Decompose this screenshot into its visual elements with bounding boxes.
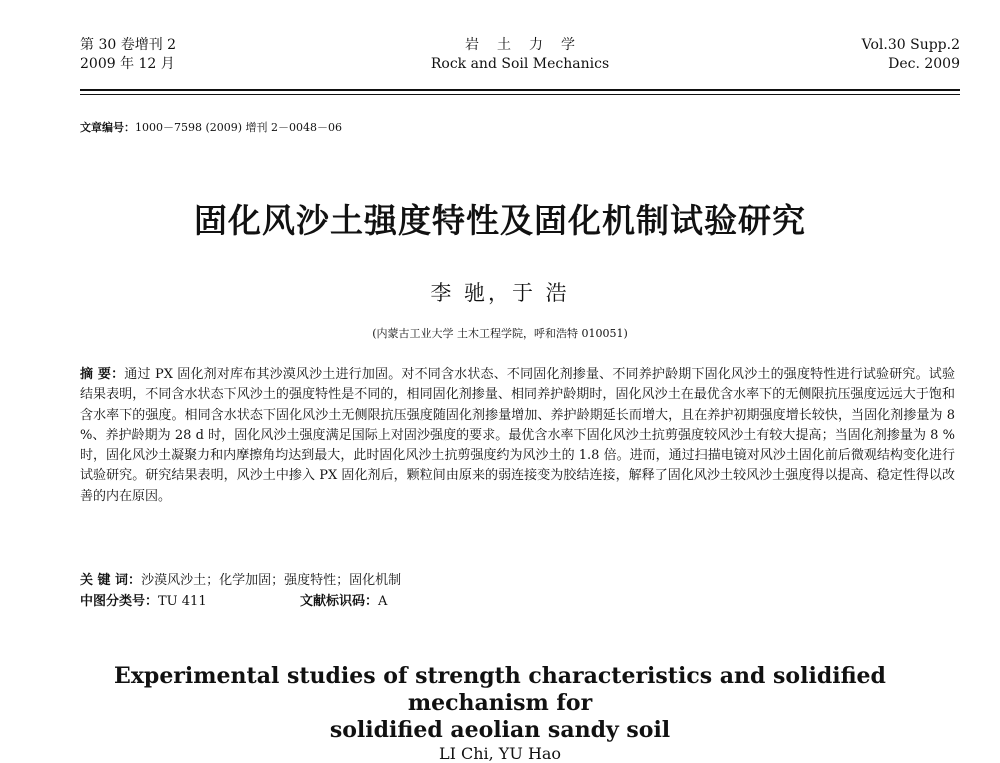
volume-issue: 第 30 卷增刊 2 [80, 37, 177, 53]
classification-value: TU 411 [158, 594, 207, 609]
abstract-text: 通过 PX 固化剂对库布其沙漠风沙土进行加固。对不同含水状态、不同固化剂掺量、不同养护龄期下固化风沙土的强度特性进行试验研究。试验结果表明，不同含水状态下风沙土的强度特性是不同的，相同固化剂掺量、相同养护龄期时，固化风沙土在最优含水率下的无侧限抗压强度远远大于饱和含水率下的强度。相同含水状态下固化风沙土无侧限抗压强度随固化剂掺量增加、养护龄期延长而增大，且在养护初期强度增长较快，当固化剂掺量为 8 %、养护龄期为 28 d 时，固化风沙土强度满足国际上对固沙强度的要求。最优含水率下固化风沙土抗剪强度较风沙土有较大提高；当固化剂掺量为 8 %时，固化风沙土凝聚力和内摩擦角均达到最大，此时固化风沙土抗剪强度约为风沙土的 1.8 倍。进而，通过扫描电镜对风沙土固化前后微观结构变化进行试验研究。研究结果表明，风沙土中掺入 PX 固化剂后，颗粒间由原来的弱连接变为胶结连接，解释了固化风沙土较风沙土强度得以提高、稳定性得以改善的内在原因。 [80, 367, 955, 504]
title-cn: 固化风沙土强度特性及固化机制试验研究 [194, 201, 806, 240]
title-en-line2: solidified aeolian sandy soil [329, 717, 671, 743]
document-code [300, 590, 387, 609]
header-rule-thin [80, 94, 960, 95]
keywords-text: 沙漠风沙土；化学加固；强度特性；固化机制 [141, 573, 402, 588]
journal-name-en: Rock and Soil Mechanics [430, 56, 610, 72]
journal-issue-info [80, 36, 176, 74]
keywords-label: 关 键 词： [80, 573, 142, 588]
article-number-label: 文章编号： [80, 121, 135, 134]
journal-name-cn: 岩土力学 [465, 37, 593, 53]
document-code-label: 文献标识码： [300, 594, 379, 609]
volume-supp-en: Vol.30 Supp.2 [861, 37, 960, 53]
article-number-value: 1000－7598 (2009) 增刊 2－0048－06 [135, 121, 343, 134]
classification-label: 中图分类号： [80, 594, 159, 609]
header-rule-thick [80, 89, 960, 91]
keywords-cn [80, 569, 401, 588]
affiliation-cn: (内蒙古工业大学 土木工程学院，呼和浩特 010051) [372, 327, 628, 340]
authors-cn: 李 驰，于 浩 [430, 281, 570, 305]
publication-date-cn: 2009 年 12 月 [80, 56, 175, 72]
title-en [60, 663, 940, 744]
abstract-cn [80, 365, 955, 507]
journal-volume-info-en [862, 36, 960, 74]
abstract-label: 摘 要： [80, 367, 125, 382]
article-number [80, 119, 342, 135]
document-code-value: A [378, 594, 388, 609]
title-en-line1: Experimental studies of strength characteristics and solidified mechanism for [114, 663, 886, 716]
publication-date-en: Dec. 2009 [888, 56, 960, 72]
classification-number [80, 590, 207, 609]
authors-en: LI Chi, YU Hao [438, 744, 562, 763]
journal-name [380, 36, 660, 74]
